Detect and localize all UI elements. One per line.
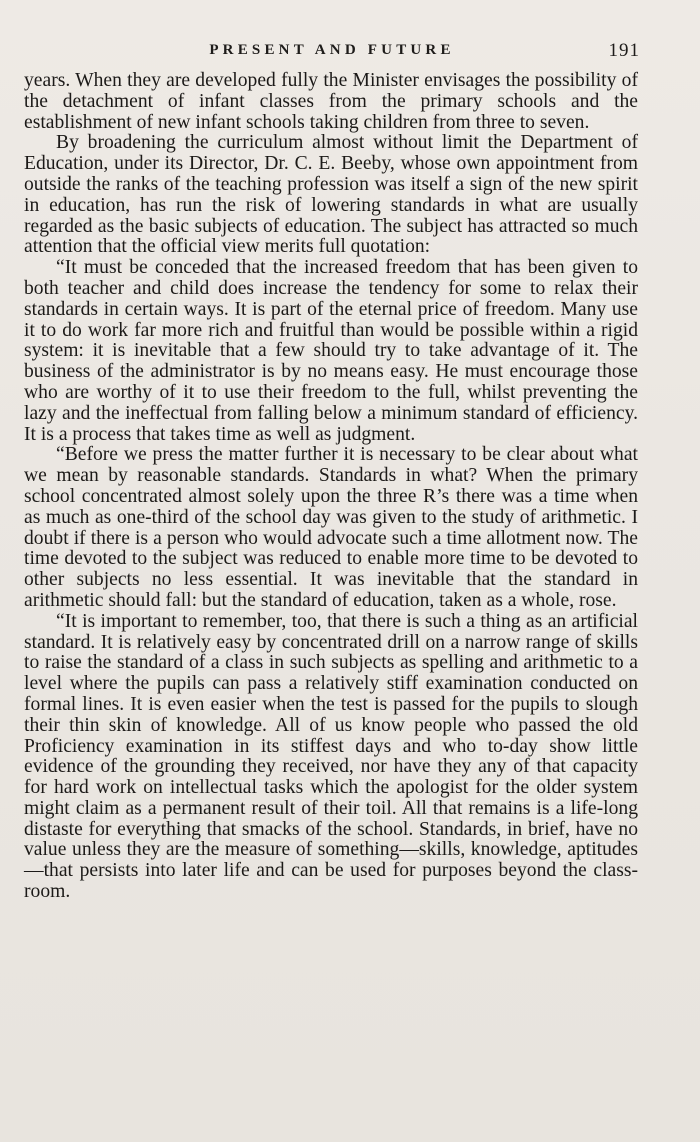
- paragraph-continuation: years. When they are developed fully the Minister envisages the possibility of the detachment of infant classes from the primary schools and the establishment of new infant schools taking children from three to seven.: [24, 70, 638, 133]
- page-number: 191: [608, 40, 640, 61]
- quote-paragraph-artificial-standard: “It is important to remember, too, that there is such a thing as an artificial standard. It is relatively easy by concentrated drill on a narrow range of skills to raise the standard of a class in such subjects as spelling and arithmetic to a level where the pupils can pass a relatively stiff examination conducted on formal lines. It is even easier when the test is passed for the pupils to slough their thin skin of knowledge. All of us know people who passed the old Proficiency examination in its stiffest days and who to-day show little evidence of the grounding they received, nor have they any of that capacity for hard work on intellectual tasks which the apologist for the older system might claim as a permanent result of their toil. All that remains is a life-long distaste for everything that smacks of the school. Standards, in brief, have no value unless they are the measure of something—skills, knowledge, aptitudes—that persists into later life and can be used for purposes beyond the class-room.: [24, 610, 638, 903]
- running-head: PRESENT AND FUTURE: [209, 42, 455, 58]
- page-header: [24, 42, 640, 66]
- body-text: [24, 71, 638, 903]
- quote-paragraph-freedom: “It must be conceded that the increased freedom that has been given to both teacher and child does increase the tendency for some to relax their standards in certain ways. It is part of the eternal price of freedom. Many use it to do work far more rich and fruitful than would be possible within a rigid system: it is inevitable that a few should try to take advantage of it. The business of the administrator is by no means easy. He must encourage those who are worthy of it to use their freedom to the full, whilst preventing the lazy and the ineffectual from falling below a minimum standard of efficiency. It is a process that takes time as well as judgment.: [24, 257, 638, 445]
- quote-paragraph-standards: “Before we press the matter further it is necessary to be clear about what we mean by reasonable standards. Standards in what? When the primary school concentrated almost solely upon the three R’s there was a time when as much as one-third of the school day was given to the study of arithmetic. I doubt if there is a person who would advocate such a time allotment now. The time devoted to the subject was reduced to enable more time to be devoted to other subjects no less essential. It was inevitable that the standard in arithmetic should fall: but the standard of education, taken as a whole, rose.: [24, 444, 638, 611]
- paragraph-curriculum: By broadening the curriculum almost without limit the Department of Education, under its Director, Dr. C. E. Beeby, whose own appointment from outside the ranks of the teaching profession was itself a sign of the new spirit in education, has run the risk of lowering standards in what are usually regarded as the basic subjects of education. The subject has attracted so much attention that the official view merits full quotation:: [24, 132, 638, 258]
